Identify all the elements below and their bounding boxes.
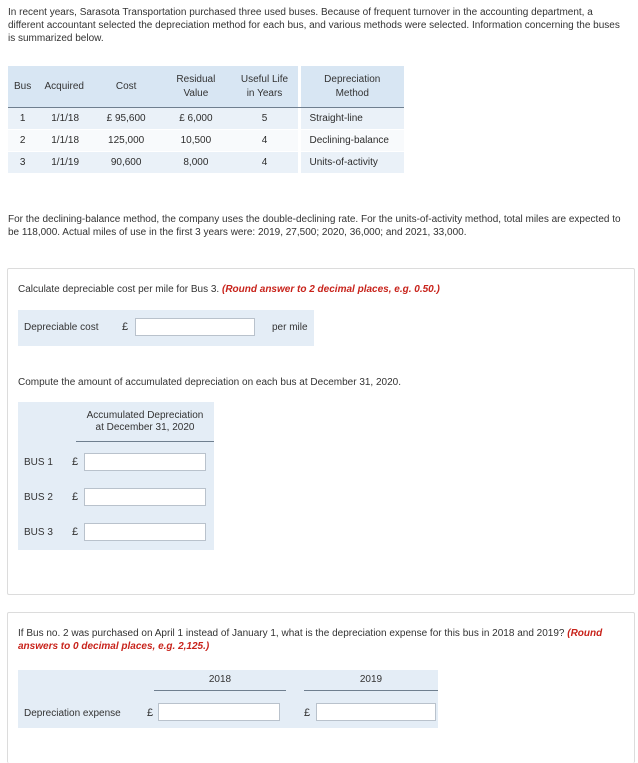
col-2018-header: 2018: [154, 670, 286, 691]
header-useful-life: Useful Life in Years: [231, 66, 299, 108]
bus-1-label: BUS 1: [24, 457, 53, 468]
bus-2-accumulated-input[interactable]: [84, 488, 206, 506]
bus-3-label: BUS 3: [24, 527, 53, 538]
q1-text: Calculate depreciable cost per mile for Bus 3. (Round answer to 2 decimal places, e.g. 0.50.): [18, 284, 440, 295]
q3-currency-2019: £: [304, 707, 311, 719]
question-panel-2: [7, 612, 635, 763]
q3-text: If Bus no. 2 was purchased on April 1 instead of January 1, what is the depreciation expense for this bus in 2018 and 2019? (Round answers to 0 decimal places, e.g. 2,125.): [18, 628, 603, 652]
header-acquired: Acquired: [37, 66, 91, 108]
depreciable-cost-label: Depreciable cost: [24, 322, 99, 333]
accumulated-depreciation-header: Accumulated Depreciation at December 31, 2020: [76, 402, 214, 442]
bus-1-accumulated-input[interactable]: [84, 453, 206, 471]
header-cost: Cost: [91, 66, 161, 108]
depreciation-expense-label: Depreciation expense: [24, 708, 121, 719]
bus-3-accumulated-input[interactable]: [84, 523, 206, 541]
header-residual-value: Residual Value: [161, 66, 231, 108]
q1-currency: £: [122, 321, 129, 333]
bus-1-currency: £: [72, 456, 79, 468]
q3-currency-2018: £: [147, 707, 154, 719]
table-row: 3 1/1/19 90,600 8,000 4 Units-of-activity: [8, 152, 404, 174]
bus-3-currency: £: [72, 526, 79, 538]
table-row: 2 1/1/18 125,000 10,500 4 Declining-balance: [8, 130, 404, 152]
q2-text: Compute the amount of accumulated depreciation on each bus at December 31, 2020.: [18, 377, 402, 388]
question-panel-1: [7, 268, 635, 595]
col-2019-header: 2019: [304, 670, 438, 691]
per-mile-label: per mile: [272, 322, 308, 333]
header-bus: Bus: [8, 66, 37, 108]
header-depreciation-method: Depreciation Method: [301, 66, 405, 108]
intro-text: In recent years, Sarasota Transportation purchased three used buses. Because of frequent turnover in the accounting department, a different accountant selected the depreciation method for each bus, and various methods were selected. Information concerning the buses is summarized below.: [8, 7, 620, 44]
expense-2018-input[interactable]: [158, 703, 280, 721]
method-note-text: For the declining-balance method, the company uses the double-declining rate. For the units-of-activity method, total miles are expected to be 118,000. Actual miles of use in the first 3 years were: 2019, 27,500; 2020, 36,000; and 2021, 33,000.: [8, 214, 621, 238]
bus-info-table: [8, 66, 404, 174]
bus-2-currency: £: [72, 491, 79, 503]
depreciable-cost-input[interactable]: [135, 318, 255, 336]
bus-2-label: BUS 2: [24, 492, 53, 503]
expense-2019-input[interactable]: [316, 703, 436, 721]
table-row: 1 1/1/18 £ 95,600 £ 6,000 5 Straight-line: [8, 108, 404, 130]
